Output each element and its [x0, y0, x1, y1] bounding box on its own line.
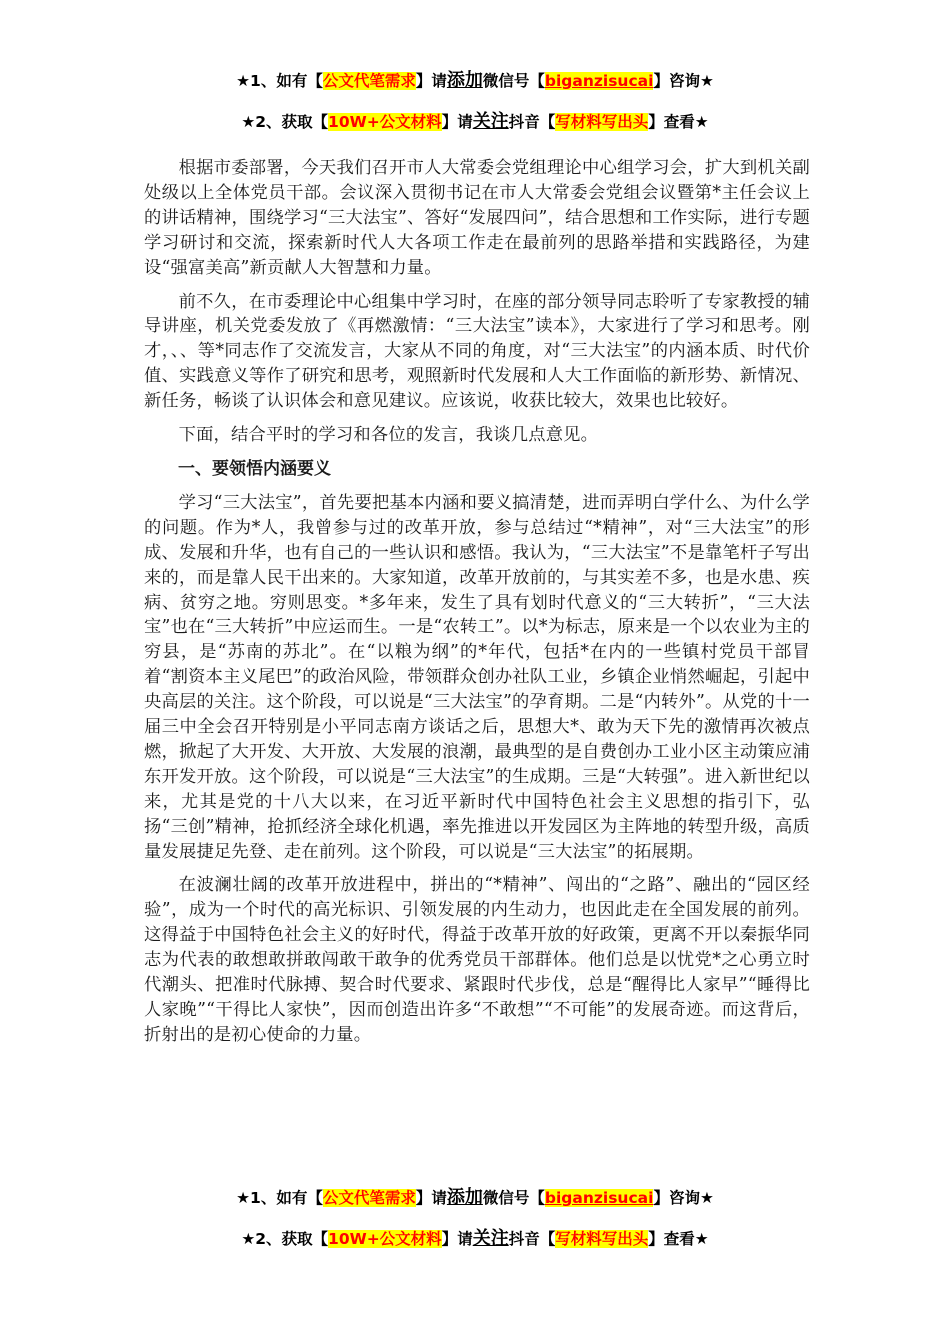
- banner-text: 抖音【: [508, 1230, 556, 1248]
- banner-text: ★2、获取【: [241, 1230, 329, 1248]
- banner-highlight: 公文代笔需求: [322, 72, 416, 90]
- banner-text: 】咨询★: [653, 72, 714, 90]
- wechat-id-link[interactable]: biganzisucai: [544, 72, 654, 90]
- banner-text: 】查看★: [648, 113, 709, 131]
- banner-highlight: 写材料写出头: [555, 1230, 649, 1248]
- banner-highlight: 10W+公文材料: [328, 113, 442, 131]
- paragraph-5: 在波澜壮阔的改革开放进程中，拼出的“*精神”、闯出的“之路”、融出的“园区经验”，成为一个时代的高光标识、引领发展的内生动力，也因此走在全国发展的前列。这得益于中国特色社会主义的好时代，得益于改革开放的好政策，更离不开以秦振华同志为代表的敢想敢拼敢闯敢干敢争的优秀党员干部群体。他们总是以忧党*之心勇立时代潮头、把准时代脉搏、契合时代要求、紧跟时代步伐，总是“醒得比人家早”“睡得比人家晚”“干得比人家快”，因而创造出许多“不敢想”“不可能”的发展奇迹。而这背后，折射出的是初心使命的力量。: [144, 875, 810, 1045]
- banner-text: 抖音【: [508, 113, 556, 131]
- banner-text: 】请: [441, 113, 473, 131]
- banner-emphasis: 关注: [472, 111, 509, 132]
- banner-text: 微信号【: [482, 72, 545, 90]
- banner-text: ★2、获取【: [241, 113, 329, 131]
- banner-highlight: 写材料写出头: [555, 113, 649, 131]
- paragraph-4: 学习“三大法宝”，首先要把基本内涵和要义搞清楚，进而弄明白学什么、为什么学的问题。作为*人，我曾参与过的改革开放，参与总结过“*精神”，对“三大法宝”的形成、发展和升华，也有自己的一些认识和感悟。我认为，“三大法宝”不是靠笔杆子写出来的，而是靠人民干出来的。大家知道，改革开放前的，与其实差不多，也是水患、疾病、贫穷之地。穷则思变。*多年来，发生了具有划时代意义的“三大转折”，“三大法宝”也在“三大转折”中应运而生。一是“农转工”。以*为标志，原来是一个以农业为主的穷县，是“苏南的苏北”。在“以粮为纲”的*年代，包括*在内的一些镇村党员干部冒着“割资本主义尾巴”的政治风险，带领群众创办社队工业，乡镇企业悄然崛起，引起中央高层的关注。这个阶段，可以说是“三大法宝”的孕育期。二是“内转外”。从党的十一届三中全会召开特别是小平同志南方谈话之后，思想大*、敢为天下先的激情再次被点燃，掀起了大开发、大开放、大发展的浪潮，最典型的是自费创办工业小区主动策应浦东开发开放。这个阶段，可以说是“三大法宝”的生成期。三是“大转强”。进入新世纪以来，尤其是党的十八大以来，在习近平新时代中国特色社会主义思想的指引下，弘扬“三创”精神，抢抓经济全球化机遇，率先推进以开发园区为主阵地的转型升级，高质量发展捷足先登、走在前列。这个阶段，可以说是“三大法宝”的拓展期。: [144, 492, 810, 862]
- banner-emphasis: 添加: [446, 70, 483, 91]
- bottom-banner-line-2: [0, 1228, 950, 1250]
- banner-text: 】请: [441, 1230, 473, 1248]
- banner-text: 】查看★: [648, 1230, 709, 1248]
- banner-emphasis: 添加: [446, 1187, 483, 1208]
- top-banner-line-1: [0, 70, 950, 92]
- banner-emphasis: 关注: [472, 1228, 509, 1249]
- document-body: [144, 156, 810, 1047]
- banner-text: ★1、如有【: [236, 1189, 323, 1207]
- paragraph-3: 下面，结合平时的学习和各位的发言，我谈几点意见。: [178, 425, 599, 446]
- banner-highlight: 10W+公文材料: [328, 1230, 442, 1248]
- wechat-id-link[interactable]: biganzisucai: [544, 1189, 654, 1207]
- banner-highlight: 公文代笔需求: [322, 1189, 416, 1207]
- section-heading-1: 一、要领悟内涵要义: [178, 458, 331, 479]
- bottom-banner-line-1: [0, 1187, 950, 1209]
- paragraph-1: 根据市委部署，今天我们召开市人大常委会党组理论中心组学习会，扩大到机关副处级以上全体党员干部。会议深入贯彻书记在市人大常委会党组会议暨第*主任会议上的讲话精神，围绕学习“三大法宝”、答好“发展四问”，结合思想和工作实际，进行专题学习研讨和交流，探索新时代人大各项工作走在最前列的思路举措和实践路径，为建设“强富美高”新贡献人大智慧和力量。: [144, 158, 810, 278]
- banner-text: 】请: [415, 72, 447, 90]
- banner-text: 】请: [415, 1189, 447, 1207]
- paragraph-2: 前不久，在市委理论中心组集中学习时，在座的部分领导同志聆听了专家教授的辅导讲座，机关党委发放了《再燃激情：“三大法宝”读本》，大家进行了学习和思考。刚才，、、等*同志作了交流发言，大家从不同的角度，对“三大法宝”的内涵本质、时代价值、实践意义等作了研究和思考，观照新时代发展和人大工作面临的新形势、新情况、新任务，畅谈了认识体会和意见建议。应该说，收获比较大，效果也比较好。: [144, 291, 810, 412]
- banner-text: 微信号【: [482, 1189, 545, 1207]
- banner-text: 】咨询★: [653, 1189, 714, 1207]
- banner-text: ★1、如有【: [236, 72, 323, 90]
- top-banner-line-2: [0, 111, 950, 133]
